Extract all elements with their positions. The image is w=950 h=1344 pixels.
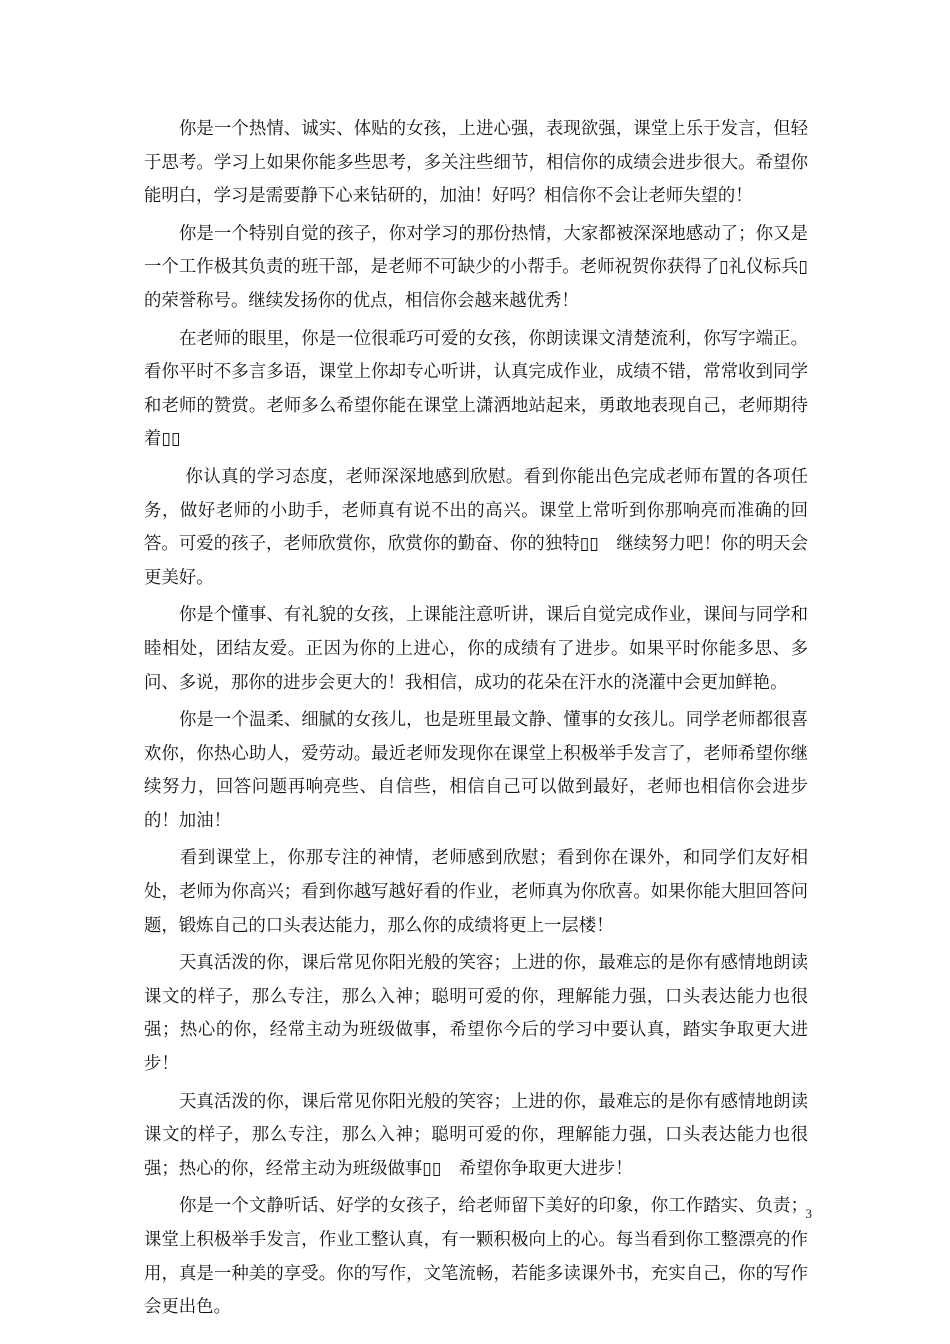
paragraph-text: 天真活泼的你，课后常见你阳光般的笑容；上进的你，最难忘的是你有感情地朗读课文的样子，那么专注，那么入神；聪明可爱的你，理解能力强，口头表达能力也很强；热心的你，经常主动为班级做事▯▯ 希望你争取更大进步！ (144, 1091, 808, 1179)
paragraph-text: 你认真的学习态度，老师深深地感到欣慰。看到你能出色完成老师布置的各项任务，做好老师的小助手，老师真有说不出的高兴。课堂上常听到你那响亮而准确的回答。可爱的孩子，老师欣赏你，欣赏你的勤奋、你的独特▯▯ 继续努力吧！你的明天会更美好。 (144, 466, 808, 588)
comment-paragraph-3 (144, 323, 808, 457)
comment-paragraph-4 (144, 461, 808, 595)
paragraph-indent (144, 1092, 179, 1112)
paragraph-text: 你是一个热情、诚实、体贴的女孩，上进心强，表现欲强，课堂上乐于发言，但轻于思考。学习上如果你能多些思考，多关注些细节，相信你的成绩会进步很大。希望你能明白，学习是需要静下心来钻研的，加油！好吗？相信你不会让老师失望的！ (144, 119, 808, 207)
paragraph-indent (144, 224, 179, 244)
paragraph-text: 看到课堂上，你那专注的神情，老师感到欣慰；看到你在课外，和同学们友好相处，老师为你高兴；看到你越写越好看的作业，老师真为你欣喜。如果你能大胆回答问题，锻炼自己的口头表达能力，那么你的成绩将更上一层楼！ (144, 848, 808, 936)
paragraph-indent (144, 848, 180, 868)
paragraph-indent (144, 605, 179, 625)
paragraph-text: 你是一个特别自觉的孩子，你对学习的那份热情，大家都被深深地感动了；你又是一个工作极其负责的班干部，是老师不可缺少的小帮手。老师祝贺你获得了▯礼仪标兵▯的荣誉称号。继续发扬你的优点，相信你会越来越优秀！ (144, 223, 808, 311)
paragraph-text: 你是个懂事、有礼貌的女孩，上课能注意听讲，课后自觉完成作业，课间与同学和睦相处，团结友爱。正因为你的上进心，你的成绩有了进步。如果平时你能多思、多问、多说，那你的进步会更大的！我相信，成功的花朵在汗水的浇灌中会更加鲜艳。 (144, 605, 808, 693)
paragraph-indent (144, 953, 179, 973)
paragraph-indent (144, 710, 179, 730)
paragraph-indent (144, 1196, 179, 1216)
comment-paragraph-1 (144, 113, 808, 214)
paragraph-text: 你是一个温柔、细腻的女孩儿，也是班里最文静、懂事的女孩儿。同学老师都很喜欢你，你热心助人，爱劳动。最近老师发现你在课堂上积极举手发言了，老师希望你继续努力，回答问题再响亮些、自信些，相信自己可以做到最好，老师也相信你会进步的！加油！ (144, 710, 808, 831)
comment-paragraph-9 (144, 1086, 808, 1187)
page-number: 3 (805, 1206, 812, 1221)
comment-paragraph-6 (144, 704, 808, 838)
paragraph-indent (144, 119, 179, 139)
comment-paragraph-2 (144, 218, 808, 319)
paragraph-indent (144, 329, 179, 349)
paragraph-text: 天真活泼的你，课后常见你阳光般的笑容；上进的你，最难忘的是你有感情地朗读课文的样子，那么专注，那么入神；聪明可爱的你，理解能力强，口头表达能力也很强；热心的你，经常主动为班级做事，希望你今后的学习中要认真，踏实争取更大进步！ (144, 953, 808, 1075)
paragraph-text: 在老师的眼里，你是一位很乖巧可爱的女孩，你朗读课文清楚流利，你写字端正。看你平时不多言多语，课堂上你却专心听讲，认真完成作业，成绩不错，常常收到同学和老师的赞赏。老师多么希望你能在课堂上潇洒地站起来，勇敢地表现自己，老师期待着▯▯ (144, 328, 808, 450)
paragraph-text: 你是一个文静听话、好学的女孩子，给老师留下美好的印象，你工作踏实、负责；课堂上积极举手发言，作业工整认真，有一颗积极向上的心。每当看到你工整漂亮的作用，真是一种美的享受。你的写作，文笔流畅，若能多读课外书，充实自己，你的写作会更出色。 (144, 1196, 808, 1318)
comment-paragraph-8 (144, 947, 808, 1081)
comment-paragraph-10 (144, 1190, 808, 1324)
comments-body (144, 113, 808, 1325)
comment-paragraph-5 (144, 599, 808, 700)
comment-paragraph-7 (144, 842, 808, 943)
paragraph-indent (144, 467, 186, 487)
